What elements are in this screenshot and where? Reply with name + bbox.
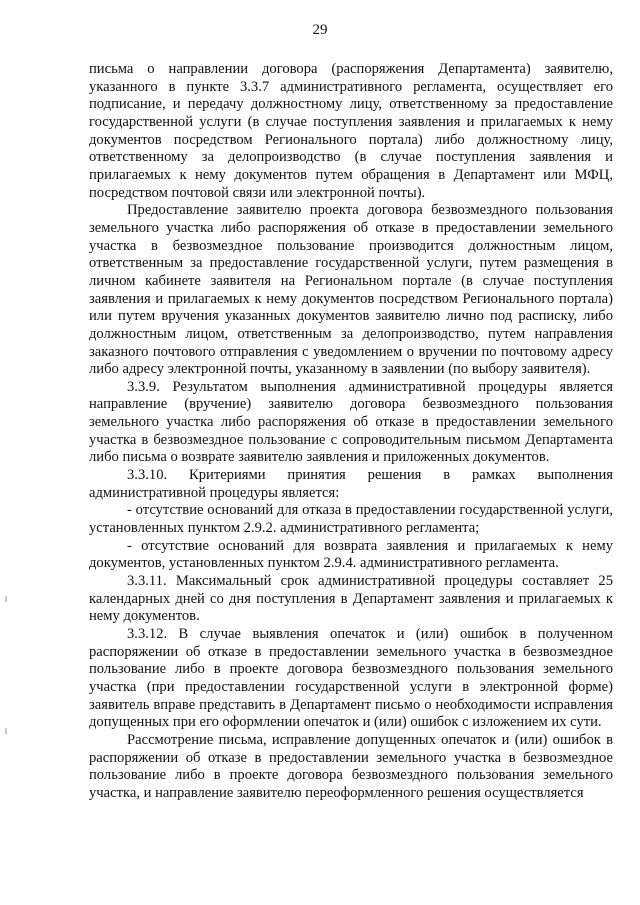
- paragraph: 3.3.9. Результатом выполнения административной процедуры является направление (вручение) заявителю договора безвозмездного пользования земельного участка либо распоряжения об отказе в предоставлении земельного участка в безвозмездное пользование с сопроводительным письмом Департамента либо письма о возврате заявителю заявления и приложенных документов.: [89, 378, 613, 466]
- list-item: - отсутствие оснований для отказа в предоставлении государственной услуги, установленных пунктом 2.9.2. административного регламента;: [89, 502, 613, 537]
- paragraph: Предоставление заявителю проекта договора безвозмездного пользования земельного участка либо распоряжения об отказе в предоставлении земельного участка в безвозмездное пользование производится должностным лицом, ответственным за предоставление государственной услуги, путем размещения в личном кабинете заявителя на Региональном портале (в случае поступления заявления и прилагаемых к нему документов посредством Регионального портала) или путем вручения указанных документов заявителю лично под расписку, либо должностным лицом, ответственным за делопроизводство, путем направления заказного почтового отправления с уведомлением о вручении по почтовому адресу либо адресу электронной почты, указанному в заявлении (по выбору заявителя).: [89, 202, 613, 378]
- list-item: - отсутствие оснований для возврата заявления и прилагаемых к нему документов, установленных пунктом 2.9.4. административного регламента.: [89, 537, 613, 572]
- page-number: 29: [312, 22, 328, 38]
- scan-edge-mark: [5, 596, 7, 602]
- document-body: [89, 61, 613, 803]
- paragraph: письма о направлении договора (распоряжения Департамента) заявителю, указанного в пункте 3.3.7 административного регламента, осуществляет его подписание, и передачу должностному лицу, ответственному за предоставление государственной услуги (в случае поступления заявления и прилагаемых к нему документов посредством Регионального портала) либо должностному лицу, ответственному за делопроизводство (в случае поступления заявления и прилагаемых к нему документов путем обращения в Департамент или МФЦ, посредством почтовой связи или электронной почты).: [89, 61, 613, 201]
- paragraph: 3.3.10. Критериями принятия решения в рамках выполнения административной процедуры является:: [89, 467, 613, 501]
- paragraph: 3.3.12. В случае выявления опечаток и (или) ошибок в полученном распоряжении об отказе в предоставлении земельного участка в безвозмездное пользование либо в проекте договора безвозмездного пользования земельного участка (при предоставлении государственной услуги в электронной форме) заявитель вправе представить в Департамент письмо о необходимости исправления допущенных при его оформлении опечаток и (или) ошибок с изложением их сути.: [89, 626, 613, 731]
- paragraph: Рассмотрение письма, исправление допущенных опечаток и (или) ошибок в распоряжении об отказе в предоставлении земельного участка в безвозмездное пользование либо в проекте договора безвозмездного пользования земельного участка, и направление заявителю переоформленного решения осуществляется: [89, 731, 613, 801]
- paragraph: 3.3.11. Максимальный срок административной процедуры составляет 25 календарных дней со дня поступления в Департамент заявления и прилагаемых к нему документов.: [89, 573, 613, 625]
- scan-edge-mark: [5, 728, 7, 734]
